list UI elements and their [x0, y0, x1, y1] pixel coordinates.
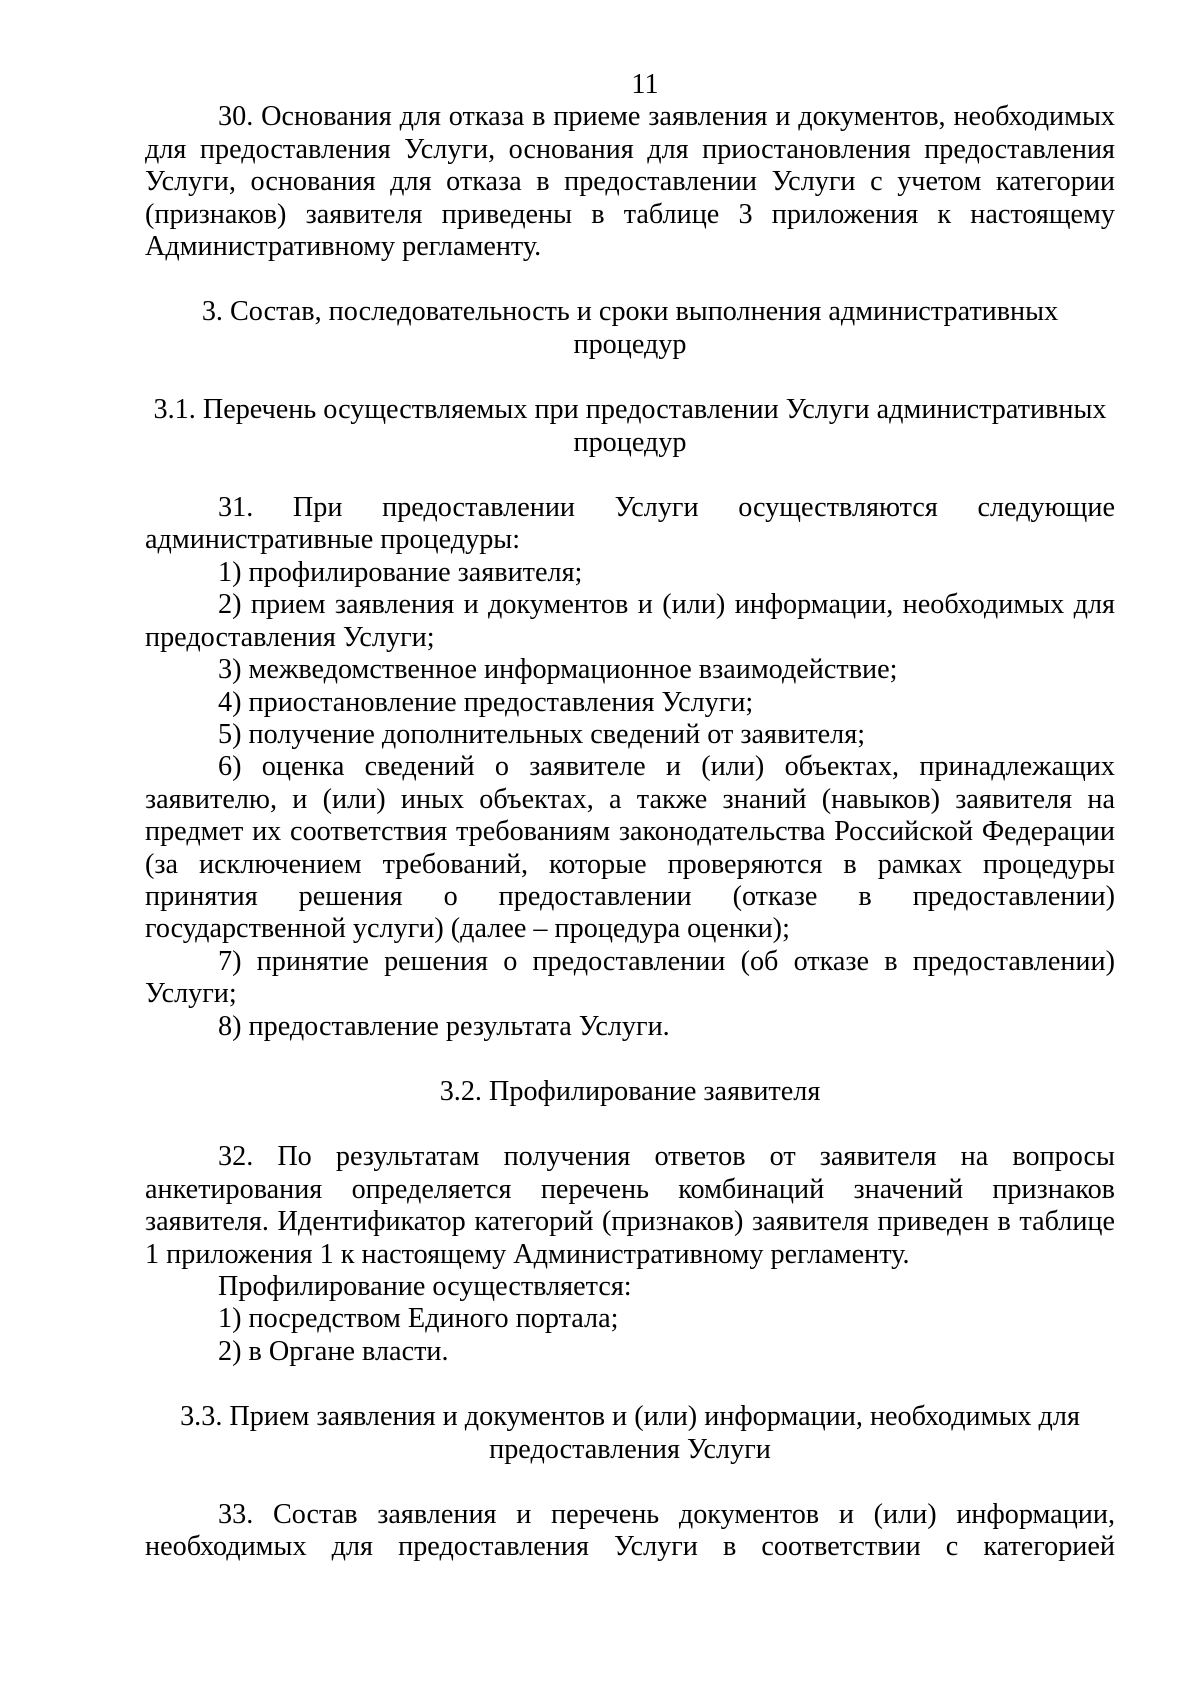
section-heading-3-1 [145, 394, 1115, 459]
list-item: 6) оценка сведений о заявителе и (или) объектах, принадлежащих заявителю, и (или) иных объектах, а также знаний (навыков) заявителя на предмет их соответствия требованиям законодательства Российской Федерации (за исключением требований, которые проверяются в рамках процедуры принятия решения о предоставлении (отказе в предоставлении) государственной услуги) (далее – процедура оценки); [145, 751, 1115, 945]
list-item: 4) приостановление предоставления Услуги; [218, 686, 754, 718]
section-heading-3-line2: процедур [573, 328, 687, 360]
section-heading-3-line1: 3. Состав, последовательность и сроки выполнения административных [201, 296, 1059, 328]
paragraph-31-line1: 31. При предоставлении Услуги осуществляются следующие [218, 492, 1115, 524]
list-item: 8) предоставление результата Услуги. [218, 1010, 670, 1042]
section-heading-3-1-line1: 3.1. Перечень осуществляемых при предоставлении Услуги административных [153, 394, 1107, 426]
page-number: 11 [631, 69, 659, 100]
paragraph-32-sub: Профилирование осуществляется: [218, 1271, 632, 1302]
section-heading-3-1-line2: процедур [573, 426, 687, 458]
list-item: 2) прием заявления и документов и (или) информации, необходимых для предоставления Услуги; [145, 589, 1115, 653]
paragraph-31-line2: административные процедуры: [145, 524, 521, 556]
paragraph-33: 33. Состав заявления и перечень документов и (или) информации, необходимых для предоставления Услуги в соответствии с категорией [145, 1499, 1115, 1563]
section-heading-3-3-line2: предоставления Услуги [489, 1433, 771, 1465]
list-item: 7) принятие решения о предоставлении (об отказе в предоставлении) Услуги; [145, 945, 1115, 1010]
section-heading-3-3 [145, 1401, 1115, 1466]
list-item: 2) в Органе власти. [218, 1335, 449, 1367]
list-item: 1) профилирование заявителя; [218, 556, 583, 588]
section-heading-3-2: 3.2. Профилирование заявителя [439, 1075, 821, 1107]
paragraph-30: 30. Основания для отказа в приеме заявления и документов, необходимых для предоставления Услуги, основания для приостановления предоставления Услуги, основания для отказа в предоставлении Услуги с учетом категории (признаков) заявителя приведены в таблице 3 приложения к настоящему Административному регламенту. [145, 101, 1115, 263]
list-item: 3) межведомственное информационное взаимодействие; [218, 654, 898, 686]
list-item: 1) посредством Единого портала; [218, 1303, 619, 1335]
list-item: 5) получение дополнительных сведений от заявителя; [218, 718, 866, 750]
section-heading-3 [145, 296, 1115, 361]
section-heading-3-3-line1: 3.3. Прием заявления и документов и (или) информации, необходимых для [180, 1401, 1080, 1433]
paragraph-32: 32. По результатам получения ответов от заявителя на вопросы анкетирования определяется перечень комбинаций значений признаков заявителя. Идентификатор категорий (признаков) заявителя приведен в таблице 1 приложения 1 к настоящему Административному регламенту. [145, 1141, 1115, 1270]
